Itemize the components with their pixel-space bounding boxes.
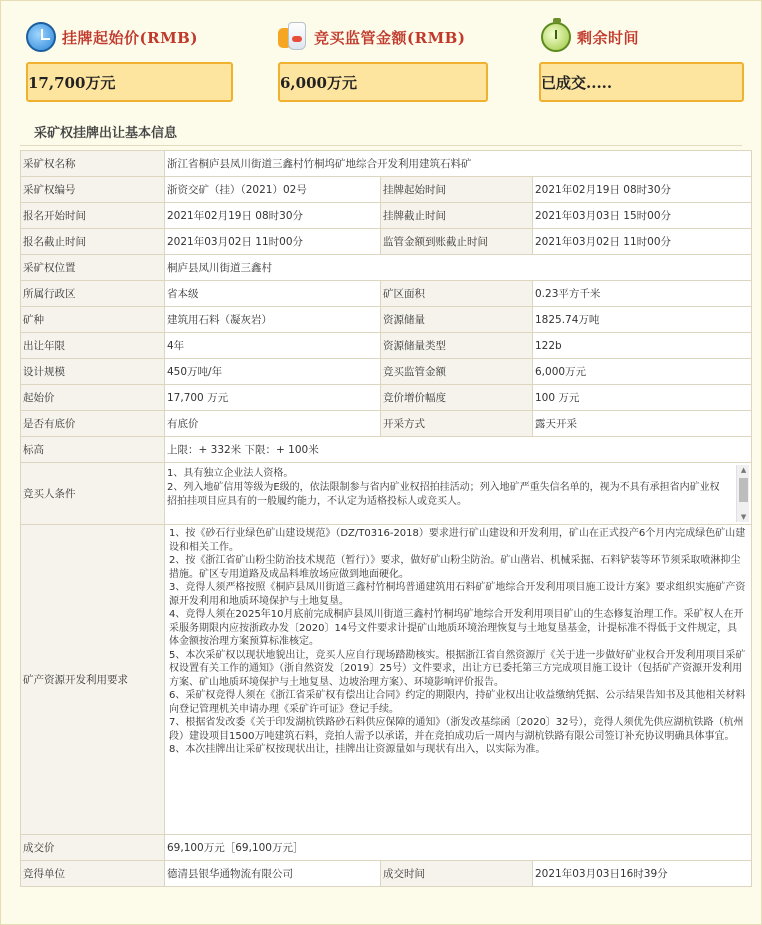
mineral-label: 矿种 xyxy=(21,307,165,333)
elevation-label: 标高 xyxy=(21,437,165,463)
list-end-value: 2021年03月03日 15时00分 xyxy=(533,203,752,229)
stat-deposit xyxy=(278,18,488,102)
name-label: 采矿权名称 xyxy=(21,151,165,177)
reserve-value: 1825.74万吨 xyxy=(533,307,752,333)
increment-value: 100 万元 xyxy=(533,385,752,411)
deal-price-value: 69,100万元［69,100万元］ xyxy=(165,835,752,861)
table-row xyxy=(21,281,752,307)
reserve-type-label: 资源储量类型 xyxy=(381,333,533,359)
req-label: 矿产资源开发利用要求 xyxy=(21,525,165,835)
bidder-line: 1、具有独立企业法人资格。 xyxy=(167,467,294,479)
req-text xyxy=(167,525,749,759)
admin-label: 所属行政区 xyxy=(21,281,165,307)
scale-value: 450万吨/年 xyxy=(165,359,381,385)
table-row xyxy=(21,255,752,281)
bidder-conditions-text xyxy=(165,465,751,523)
reg-start-label: 报名开始时间 xyxy=(21,203,165,229)
deal-time-value: 2021年03月03日16时39分 xyxy=(533,861,752,887)
stat-deposit-label: 竞买监管金额(RMB) xyxy=(314,28,466,47)
bidder-conditions-box[interactable] xyxy=(165,463,752,525)
reg-end-value: 2021年03月02日 11时00分 xyxy=(165,229,381,255)
winner-value: 德清县银华通物流有限公司 xyxy=(165,861,381,887)
req-line: 2、按《浙江省矿山粉尘防治技术规范（暂行）》要求，做好矿山粉尘防治。矿山凿岩、机械采掘、石料铲装等环节须采取喷淋抑尘措施。矿区专用道路及成品料堆放场应做到地面硬化。 xyxy=(169,555,741,580)
start-price-value: 17,700 万元 xyxy=(165,385,381,411)
location-value: 桐庐县凤川街道三鑫村 xyxy=(165,255,752,281)
no-value: 浙资交矿（挂）（2021）02号 xyxy=(165,177,381,203)
stat-start-price-value: 17,700万元 xyxy=(26,62,233,102)
name-value: 浙江省桐庐县凤川街道三鑫村竹桐坞矿地综合开发利用建筑石料矿 xyxy=(165,151,752,177)
table-row xyxy=(21,525,752,835)
req-line: 4、竞得人须在2025年10月底前完成桐庐县凤川街道三鑫村竹桐坞矿地综合开发利用项目矿山的生态修复治理工作。采矿权人在开采服务期限内应按浙政办发〔2020〕14号文件要求计提矿山地质环境治理恢复与土地复垦基金，计提标准不得低于文件规定，具体金额按治理方案预算标准核定。 xyxy=(169,609,744,647)
deposit-deadline-label: 监管金额到账截止时间 xyxy=(381,229,533,255)
table-row xyxy=(21,835,752,861)
increment-label: 竞价增价幅度 xyxy=(381,385,533,411)
winner-label: 竞得单位 xyxy=(21,861,165,887)
location-label: 采矿权位置 xyxy=(21,255,165,281)
stat-remaining xyxy=(539,18,744,102)
table-row xyxy=(21,411,752,437)
table-row xyxy=(21,177,752,203)
deal-time-label: 成交时间 xyxy=(381,861,533,887)
bidder-line: 2、列入地矿信用等级为E级的，依法限制参与省内矿业权招拍挂活动；列入地矿严重失信名单的，视为不具有承担省内矿业权招拍挂项目应具有的一般履约能力，不认定为适格投标人或竞买人。 xyxy=(167,481,720,507)
money-bottle-icon xyxy=(278,22,308,52)
list-end-label: 挂牌截止时间 xyxy=(381,203,533,229)
req-line: 3、竞得人须严格按照《桐庐县凤川街道三鑫村竹桐坞普通建筑用石料矿矿地综合开发利用项目施工设计方案》要求组织实施矿产资源开发利用和地质环境保护与土地复垦。 xyxy=(169,582,746,607)
req-line: 8、本次挂牌出让采矿权按现状出让，挂牌出让资源量如与现状有出入，以实际为准。 xyxy=(169,744,546,755)
scroll-down-icon[interactable]: ▼ xyxy=(740,513,747,521)
info-table xyxy=(20,150,752,887)
table-row xyxy=(21,359,752,385)
req-line: 1、按《砂石行业绿色矿山建设规范》（DZ/T0316-2018）要求进行矿山建设和开发利用，矿山在正式投产6个月内完成绿色矿山建设和相关工作。 xyxy=(169,528,746,553)
table-row xyxy=(21,437,752,463)
admin-value: 省本级 xyxy=(165,281,381,307)
deposit-deadline-value: 2021年03月02日 11时00分 xyxy=(533,229,752,255)
stat-start-price-label: 挂牌起始价(RMB) xyxy=(62,28,198,47)
scrollbar[interactable] xyxy=(736,465,749,522)
stat-deposit-value: 6,000万元 xyxy=(278,62,488,102)
table-row xyxy=(21,229,752,255)
area-label: 矿区面积 xyxy=(381,281,533,307)
table-row xyxy=(21,463,752,525)
req-box xyxy=(165,525,752,835)
req-line: 6、采矿权竞得人须在《浙江省采矿权有偿出让合同》约定的期限内，持矿业权出让收益缴纳凭据、公示结果告知书及其他相关材料向登记管理机关申请办理《采矿许可证》登记手续。 xyxy=(169,690,746,715)
req-line: 5、本次采矿权以现状地貌出让，竞买人应自行现场踏勘核实。根据浙江省自然资源厅《关于进一步做好矿业权合开发利用项目采矿权设置有关工作的通知》（浙自然资发〔2019〕25号）文件要求，出让方已委托第三方完成项目施工设计（包括矿产资源开发利用方案、矿山地质环境保护与土地复垦、边坡治理方案）、环境影响评价报告。 xyxy=(169,649,746,688)
bid-deposit-label: 竞买监管金额 xyxy=(381,359,533,385)
stat-remaining-value: 已成交..... xyxy=(539,62,744,102)
section-divider xyxy=(20,145,742,146)
no-label: 采矿权编号 xyxy=(21,177,165,203)
bid-deposit-value: 6,000万元 xyxy=(533,359,752,385)
stat-start-price xyxy=(26,18,233,102)
reserve-price-label: 是否有底价 xyxy=(21,411,165,437)
table-row xyxy=(21,307,752,333)
mineral-value: 建筑用石料（凝灰岩） xyxy=(165,307,381,333)
mining-method-label: 开采方式 xyxy=(381,411,533,437)
deal-price-label: 成交价 xyxy=(21,835,165,861)
mining-method-value: 露天开采 xyxy=(533,411,752,437)
reg-start-value: 2021年02月19日 08时30分 xyxy=(165,203,381,229)
timer-icon xyxy=(541,22,571,52)
area-value: 0.23平方千米 xyxy=(533,281,752,307)
reserve-label: 资源储量 xyxy=(381,307,533,333)
reg-end-label: 报名截止时间 xyxy=(21,229,165,255)
bidder-label: 竞买人条件 xyxy=(21,463,165,525)
start-price-label: 起始价 xyxy=(21,385,165,411)
section-title: 采矿权挂牌出让基本信息 xyxy=(34,126,178,141)
scale-label: 设计规模 xyxy=(21,359,165,385)
elevation-value: 上限：+ 332米 下限：+ 100米 xyxy=(165,437,752,463)
table-row xyxy=(21,333,752,359)
stat-remaining-label: 剩余时间 xyxy=(577,28,640,47)
table-row xyxy=(21,861,752,887)
scroll-up-icon[interactable]: ▲ xyxy=(740,466,747,474)
years-label: 出让年限 xyxy=(21,333,165,359)
table-row xyxy=(21,385,752,411)
years-value: 4年 xyxy=(165,333,381,359)
table-row xyxy=(21,203,752,229)
reserve-price-value: 有底价 xyxy=(165,411,381,437)
req-line: 7、根据省发改委《关于印发湖杭铁路砂石料供应保障的通知》（浙发改基综函〔2020〕32号），竞得人须优先供应湖杭铁路（杭州段）建设项目1500万吨建筑石料，竞拍人需予以承诺，并在竞拍成功后一周内与湖杭铁路有限公司签订补充协议明确具体事宜。 xyxy=(169,717,744,742)
list-start-value: 2021年02月19日 08时30分 xyxy=(533,177,752,203)
scroll-thumb[interactable] xyxy=(739,478,748,502)
table-row xyxy=(21,151,752,177)
reserve-type-value: 122b xyxy=(533,333,752,359)
list-start-label: 挂牌起始时间 xyxy=(381,177,533,203)
clock-money-icon xyxy=(26,22,56,52)
